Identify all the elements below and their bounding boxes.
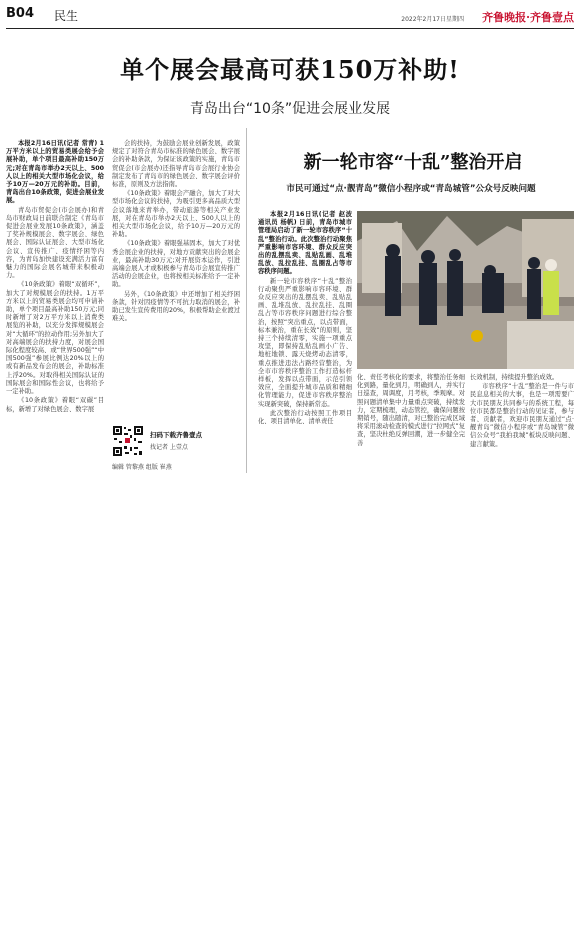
right-headline: 新一轮市容“十乱”整治开启 — [303, 152, 523, 173]
column-divider — [246, 128, 247, 473]
section-name: 民生 — [54, 9, 79, 23]
issue-weekday: 星期四 — [445, 16, 464, 23]
article-paragraph: 此次整治行动按照工作项目化、项目清单化、清单责任 — [258, 409, 352, 426]
article-paragraph: 另外，《10条政策》中还增加了相关纾困条款，针对因疫情等不可抗力取消的展会，补助已发生宣传费用的20%，积极帮助企业渡过难关。 — [112, 290, 240, 323]
main-article-col-1 — [6, 140, 104, 470]
article-paragraph: 化、责任考核化的要求，将整治任务细化到路，量化到月，明确到人，并实行日巡查，周调度，月考核，季观摩。对照问题清单集中力量重点突破，持续发力，定期梳理，动态管控，确保问题按期销号，随出随清，对已整治完成区域将采用滚动检查的模式进行“拉网式”复查，坚决杜绝反弹回潮，进一步健全完善 — [357, 374, 465, 447]
article-paragraph: 《10条政策》着眼会产融合，加大了对大型市场化会议的扶持，为吸引更多高品质大型会议落地来青举办，带动旅游等相关产业发展，对在青岛市举办2天以上、500人以上的相关大型市场化会议，给予10万—20万元的补助。 — [112, 190, 240, 239]
article-paragraph: 长效机制，持续提升整治成效。 — [470, 374, 559, 381]
article-paragraph: 会的扶持，为鼓励会展业创新发展，政策规定了对符合青岛市标准的绿色展会、数字展会的补助条款，为保证该政策的实施，青岛市贸促会(市会展办)还指导青岛市会展行业协会制定发布了青岛市的绿色展会、数字展会评价标准，原则及方法指南。 — [112, 140, 240, 189]
page-number: B04 — [6, 6, 34, 21]
article-paragraph: 本报2月16日讯(记者 赵波 通讯员 杨帆) 日前，青岛市城市管理局启动了新一轮市容秩序“十乱”整治行动。此次整治行动聚焦严重影响市容环境、群众反应突出的乱摆乱卖、乱贴乱画、乱堆乱放、乱拉乱挂、乱圈乱占等市容秩序问题。 — [258, 211, 352, 276]
brand-logo: 齐鲁晚报·齐鲁壹点 — [482, 11, 574, 24]
article-paragraph: 《10条政策》着眼“双循环”，加大了对规模展会的扶持。1万平方米以上的贸易类展会均可申请补助，单个项目最高补助150万元;同时新增了对2万平方米以上消费类展览的补助，以充分发挥规模展会对“大循环”的拉动作用;另外加大了对高端展会的扶持力度，对展会国际化程度较高、或“世界500强”“中国500强”参展比例达20%以上的或有新品发布会的展会，补助标准上浮20%。对取得相关国际认证的国际展会和国际性会议，也将给予一定补助。 — [6, 281, 104, 396]
right-article-col-3 — [470, 374, 574, 474]
header-divider — [6, 28, 574, 29]
article-paragraph: 《10条政策》着眼“双碳”目标，新增了对绿色展会、数字展 — [6, 397, 104, 413]
right-article-col-1 — [258, 211, 352, 473]
article-paragraph: 市容秩序“十乱”整治是一件与市民息息相关的大事，也是一项需要广大市民朋友共同参与的系统工程，每位市民都是整治行动的见证者，参与者、贡献者，欢迎市民朋友通过“点·靓青岛”微信小程序或“青岛城管”微信公众号“我拍我城”板块反映问题、建言献策。 — [470, 383, 574, 448]
news-photo — [357, 211, 574, 369]
article-paragraph: 本报2月16日讯(记者 常青) 1万平方米以上的贸易类展会给予会展补助，单个项目最高补助150万元;对在青岛市举办2天以上、500人以上的相关大型市场化会议，给予10万—20万元的补助。目前，青岛出台10条政策，促进会展业发展。 — [6, 140, 104, 205]
article-paragraph: 青岛市贸促会(市会展办)和青岛市财政局日前联合制定《青岛市促进会展业发展10条政策》，涵盖了奖补规模展会、数字展会、绿色展会、国际认证展会、大型市场化会议、宣传推广、疫情纾困等内容，为青岛加快建设充满活力富有魅力的国际会展名城带来积极动力。 — [6, 206, 104, 280]
main-article-col-2 — [112, 140, 240, 420]
article-paragraph: 《10条政策》着眼强基固本，加大了对优秀会展企业的扶持，对地方贡献突出的会展企业，最高补助30万元;对开展资本运作，引进高端会展人才或积极参与青岛市会展宣传推广活动的会展企业，也将按相关标准给予一定补助。 — [112, 240, 240, 289]
article-paragraph: 新一轮市容秩序“十乱”整治行动聚焦严重影响市容环境、群众反应突出的乱摆乱卖、乱贴乱画、乱堆乱放、乱拉乱挂、乱圈乱占等市容秩序问题进行综合整治，按照“突出重点，以点带面，标本兼治，重在长效”的原则，坚持三个持续清零，实施一项重点攻坚，即保持乱贴乱画小广告、地桩地锁、露天烧烤动态清零，重点推进违法占路经营整治，为全市市容秩序整治工作打造标杆样板，发挥以点带面，示范引领效应，全面提升城市品质和精细化管理能力，促进市容秩序整治实现新突破，保持新常态。 — [258, 277, 352, 408]
right-subheadline: 市民可通过“点·靓青岛”微信小程序或“青岛城管”公众号反映问题 — [286, 184, 536, 194]
issue-date: 2022年2月17日 — [401, 16, 446, 23]
right-article-col-2 — [357, 374, 465, 474]
qr-caption-sub: 找记者 上壹点 — [150, 444, 188, 451]
main-subheadline: 青岛出台“10条”促进会展业发展 — [189, 101, 391, 117]
editor-credit: 编辑 管黎燕 组版 崔燕 — [112, 464, 172, 471]
main-headline: 单个展会最高可获150万补助! — [120, 55, 460, 84]
qr-code-icon[interactable] — [112, 425, 144, 457]
qr-caption-title: 扫码下载齐鲁壹点 — [150, 431, 202, 439]
